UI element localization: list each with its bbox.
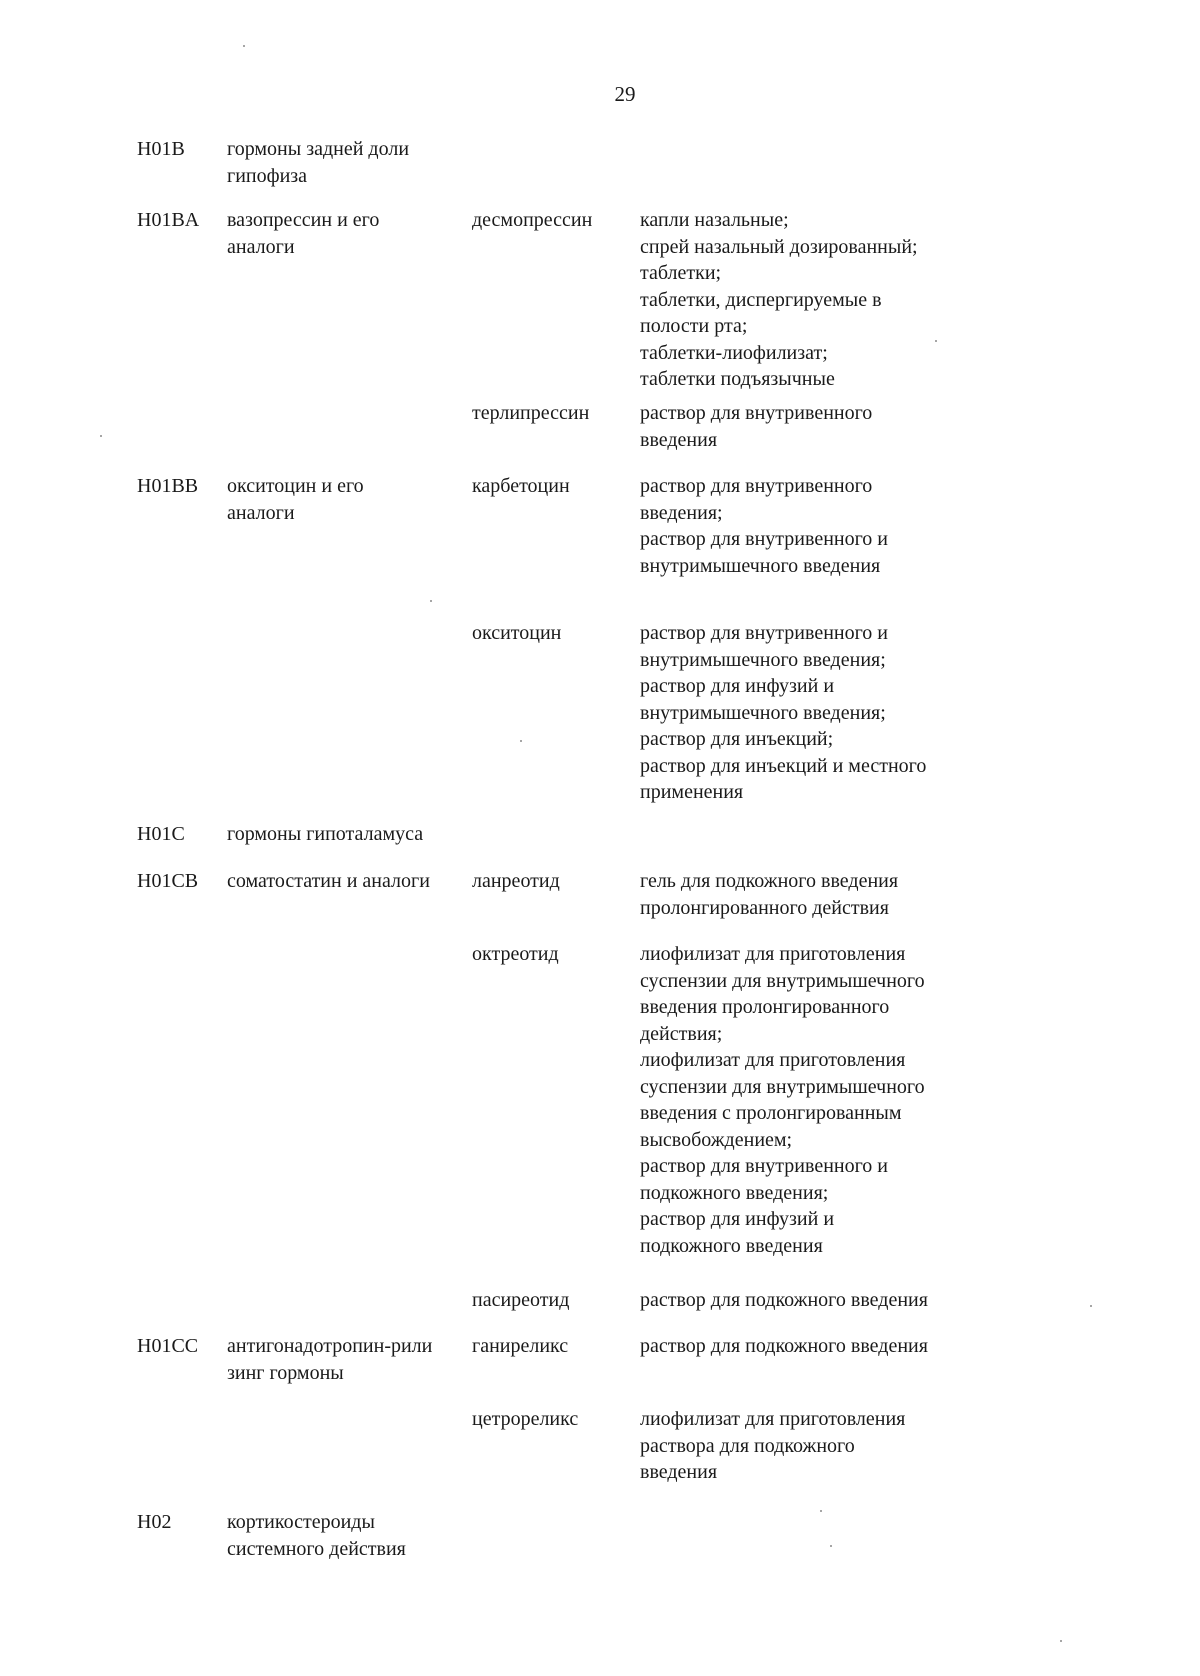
dosage-form-line: таблетки; — [640, 262, 722, 284]
dosage-form-line: раствор для внутривенного и — [640, 1155, 889, 1177]
dosage-form-line: полости рта; — [640, 315, 748, 337]
dosage-form-line: раствор для инфузий и — [640, 1208, 835, 1230]
dosage-form-line: суспензии для внутримышечного — [640, 1075, 925, 1098]
group-name-line: аналоги — [227, 235, 295, 258]
dosage-forms — [640, 207, 918, 393]
drug-name: терлипрессин — [472, 402, 590, 424]
group-name — [227, 473, 477, 526]
scan-speck — [520, 740, 522, 742]
group-name-line: гормоны гипоталамуса — [227, 823, 424, 845]
group-name — [227, 207, 477, 260]
dosage-forms — [640, 473, 888, 579]
group-name-line: зинг гормоны — [227, 1361, 344, 1384]
dosage-form-line: подкожного введения — [640, 1234, 823, 1257]
drug-name: цетрореликс — [472, 1408, 579, 1430]
group-name-line: антигонадотропин-рили — [227, 1335, 433, 1357]
dosage-form-line: внутримышечного введения; — [640, 648, 886, 671]
group-name-line: гормоны задней доли — [227, 138, 410, 160]
dosage-form-line: спрей назальный дозированный; — [640, 235, 918, 258]
group-name — [227, 821, 477, 848]
group-name — [227, 136, 477, 189]
dosage-form-line: раствор для инъекций и местного — [640, 754, 927, 777]
dosage-forms — [640, 400, 872, 453]
group-name-line: кортикостероиды — [227, 1511, 375, 1533]
scan-speck — [820, 1510, 822, 1512]
dosage-form-line: введения; — [640, 501, 723, 524]
dosage-form-line: пролонгированного действия — [640, 896, 889, 919]
drug-name: окситоцин — [472, 622, 562, 644]
dosage-form-line: раствор для внутривенного и — [640, 528, 889, 550]
dosage-form-line: раствора для подкожного — [640, 1434, 855, 1457]
dosage-form-line: введения — [640, 428, 718, 451]
dosage-form-line: раствор для подкожного введения — [640, 1289, 928, 1311]
dosage-form-line: внутримышечного введения — [640, 554, 881, 577]
dosage-forms — [640, 1406, 905, 1486]
scan-speck — [1090, 1305, 1092, 1307]
scan-speck — [1060, 1640, 1062, 1642]
drug-name: ганиреликс — [472, 1335, 569, 1357]
drug-name: карбетоцин — [472, 475, 570, 497]
dosage-forms — [640, 941, 925, 1259]
dosage-form-line: действия; — [640, 1022, 723, 1045]
scan-speck — [243, 45, 245, 47]
dosage-form-line: раствор для инъекций; — [640, 728, 834, 750]
dosage-form-line: высвобождением; — [640, 1128, 793, 1151]
group-name-line: системного действия — [227, 1537, 406, 1560]
dosage-form-line: раствор для внутривенного — [640, 475, 873, 497]
atc-code: H01CB — [137, 870, 199, 892]
dosage-form-line: раствор для инфузий и — [640, 675, 835, 697]
dosage-forms — [640, 1333, 928, 1360]
dosage-form-line: капли назальные; — [640, 209, 789, 231]
group-name — [227, 868, 477, 895]
dosage-form-line: лиофилизат для приготовления — [640, 943, 906, 965]
dosage-form-line: суспензии для внутримышечного — [640, 969, 925, 992]
dosage-form-line: гель для подкожного введения — [640, 870, 899, 892]
drug-name: пасиреотид — [472, 1289, 570, 1311]
dosage-form-line: раствор для внутривенного — [640, 402, 873, 424]
dosage-form-line: применения — [640, 781, 744, 803]
drug-name: десмопрессин — [472, 209, 593, 231]
group-name-line: соматостатин и аналоги — [227, 870, 430, 892]
atc-code: H01BA — [137, 209, 200, 231]
scan-speck — [830, 1545, 832, 1547]
group-name-line: гипофиза — [227, 164, 308, 187]
group-name-line: вазопрессин и его — [227, 209, 380, 231]
dosage-forms — [640, 868, 898, 921]
atc-code: H01B — [137, 138, 185, 160]
atc-code: H01C — [137, 823, 185, 845]
atc-code: H01CC — [137, 1335, 199, 1357]
dosage-form-line: таблетки подъязычные — [640, 368, 835, 390]
atc-code: H01BB — [137, 475, 199, 497]
dosage-form-line: введения пролонгированного — [640, 996, 890, 1018]
dosage-form-line: подкожного введения; — [640, 1181, 829, 1204]
dosage-forms — [640, 620, 926, 806]
page-number: 29 — [614, 82, 636, 106]
drug-name: ланреотид — [472, 870, 560, 892]
group-name-line: аналоги — [227, 501, 295, 524]
scan-speck — [100, 435, 102, 437]
dosage-form-line: внутримышечного введения; — [640, 701, 886, 724]
dosage-form-line: лиофилизат для приготовления — [640, 1049, 906, 1071]
dosage-forms — [640, 1287, 928, 1314]
group-name — [227, 1509, 477, 1562]
atc-code: H02 — [137, 1511, 172, 1533]
dosage-form-line: введения — [640, 1461, 718, 1483]
dosage-form-line: введения с пролонгированным — [640, 1102, 902, 1124]
dosage-form-line: раствор для подкожного введения — [640, 1335, 928, 1357]
drug-name: октреотид — [472, 943, 559, 965]
scan-speck — [935, 340, 937, 342]
dosage-form-line: лиофилизат для приготовления — [640, 1408, 906, 1430]
dosage-form-line: раствор для внутривенного и — [640, 622, 889, 644]
scan-speck — [430, 600, 432, 602]
dosage-form-line: таблетки, диспергируемые в — [640, 288, 882, 311]
group-name-line: окситоцин и его — [227, 475, 364, 497]
dosage-form-line: таблетки-лиофилизат; — [640, 341, 828, 364]
group-name — [227, 1333, 477, 1386]
